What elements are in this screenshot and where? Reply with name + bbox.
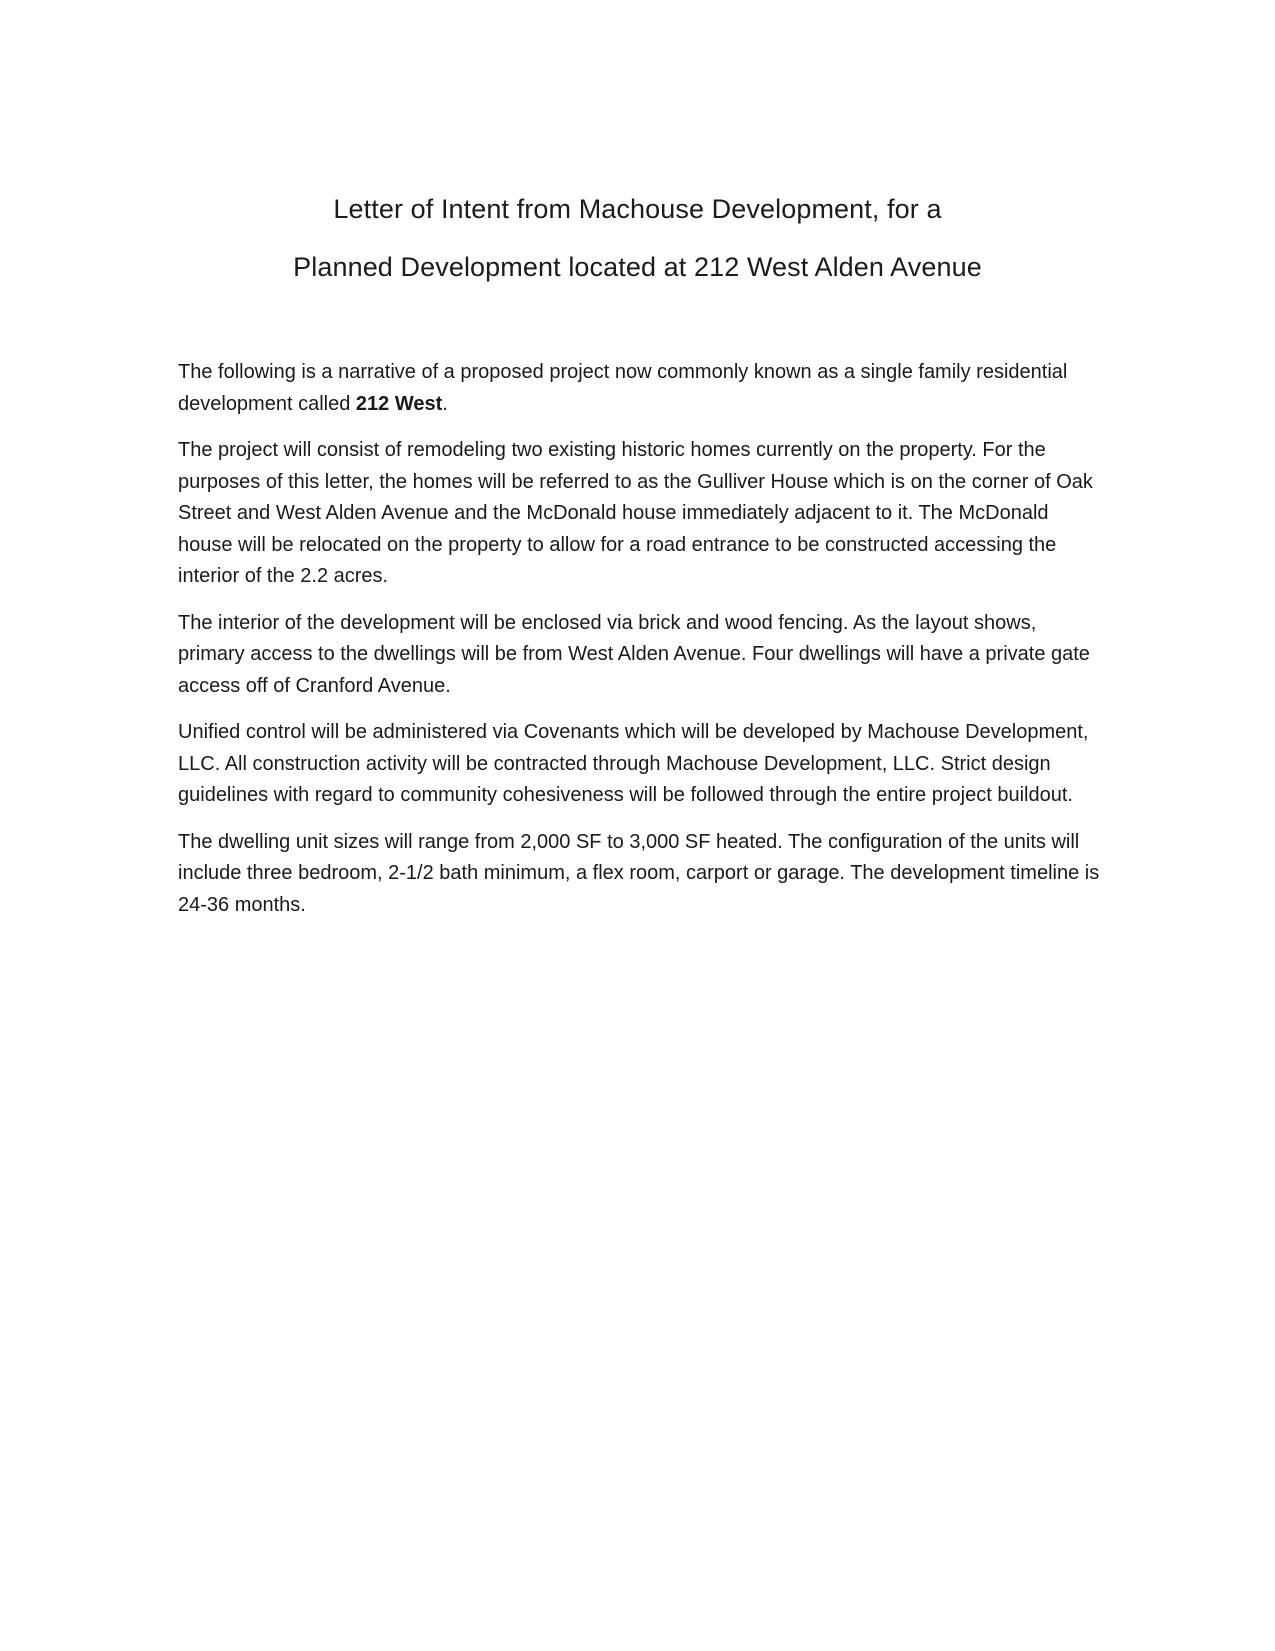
intro-text: The following is a narrative of a proposed project now commonly known as a single family residential development called bbox=[178, 361, 1068, 415]
paragraph-unit-sizes: The dwelling unit sizes will range from 2,000 SF to 3,000 SF heated. The configuration of the units will include three bedroom, 2-1/2 bath minimum, a flex room, carport or garage. The development timeline is 24-36 months. bbox=[178, 830, 1100, 916]
title-line-2: Planned Development located at 212 West Alden Avenue bbox=[293, 252, 982, 282]
title-line-1: Letter of Intent from Machouse Development, for a bbox=[333, 194, 942, 224]
intro-end: . bbox=[442, 392, 448, 415]
project-name: 212 West bbox=[355, 392, 443, 415]
paragraph-unified-control: Unified control will be administered via Covenants which will be developed by Machouse Development, LLC. All construction activity will be contracted through Machouse Development, LLC. Strict design guidelines with regard to community cohesiveness will be followed through the entire project buildout. bbox=[178, 721, 1089, 806]
paragraph-intro bbox=[178, 357, 1108, 420]
paragraph-access: The interior of the development will be enclosed via brick and wood fencing. As the layout shows, primary access to the dwellings will be from West Alden Avenue. Four dwellings will have a private gate access off of Cranford Avenue. bbox=[178, 611, 1090, 697]
document-title bbox=[0, 180, 1275, 296]
paragraph-remodeling: The project will consist of remodeling two existing historic homes currently on the property. For the purposes of this letter, the homes will be referred to as the Gulliver House which is on the corner of Oak Street and West Alden Avenue and the McDonald house immediately adjacent to it. The McDonald house will be relocated on the property to allow for a road entrance to be constructed accessing the interior of the 2.2 acres. bbox=[178, 439, 1093, 587]
document-body bbox=[178, 357, 1108, 936]
